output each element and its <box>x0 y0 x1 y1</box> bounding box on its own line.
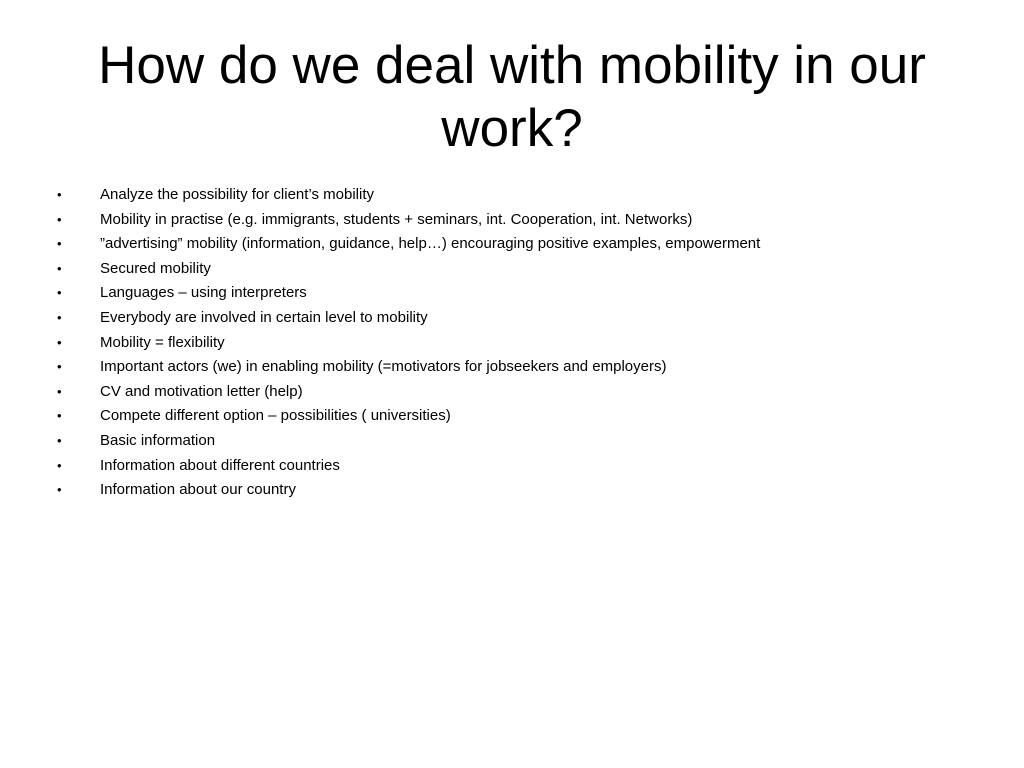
bullet-item <box>57 281 997 306</box>
bullet-icon: • <box>57 309 62 325</box>
bullet-item <box>57 232 997 257</box>
bullet-text: Compete different option – possibilities ( universities) <box>100 407 451 425</box>
bullet-text: Languages – using interpreters <box>100 284 307 302</box>
bullet-text: Everybody are involved in certain level to mobility <box>100 308 428 326</box>
bullet-item <box>57 454 997 479</box>
bullet-text: ”advertising” mobility (information, guidance, help…) encouraging positive examples, empowerment <box>100 235 761 253</box>
bullet-item <box>57 355 997 380</box>
bullet-icon: • <box>57 482 62 498</box>
bullet-text: Basic information <box>100 431 216 449</box>
bullet-icon: • <box>57 408 62 424</box>
bullet-icon: • <box>57 260 62 276</box>
bullet-item <box>57 404 997 429</box>
bullet-text: Analyze the possibility for client’s mobility <box>100 186 375 203</box>
bullet-icon: • <box>57 359 62 375</box>
bullet-item <box>57 478 997 503</box>
bullet-icon: • <box>57 285 62 301</box>
bullet-item <box>57 257 997 282</box>
bullet-text: Mobility in practise (e.g. immigrants, students + seminars, int. Cooperation, int. Networks) <box>100 210 693 228</box>
bullet-icon: • <box>57 211 62 227</box>
bullet-item <box>57 183 997 208</box>
bullet-list <box>57 183 997 503</box>
bullet-icon: • <box>57 334 62 350</box>
bullet-icon: • <box>57 236 62 252</box>
bullet-item <box>57 208 997 233</box>
bullet-icon: • <box>57 432 62 448</box>
bullet-text: CV and motivation letter (help) <box>100 382 303 400</box>
slide-title: How do we deal with mobility in our work? <box>98 36 926 158</box>
bullet-item <box>57 306 997 331</box>
bullet-text: Mobility = flexibility <box>100 333 225 351</box>
bullet-text: Information about our country <box>100 481 296 499</box>
bullet-icon: • <box>57 383 62 399</box>
bullet-icon: • <box>57 187 62 202</box>
bullet-text: Secured mobility <box>100 259 211 277</box>
bullet-item <box>57 429 997 454</box>
bullet-text: Important actors (we) in enabling mobility (=motivators for jobseekers and employers) <box>100 358 667 376</box>
bullet-icon: • <box>57 457 62 473</box>
bullet-text: Information about different countries <box>100 456 340 474</box>
bullet-item <box>57 331 997 356</box>
bullet-item <box>57 380 997 405</box>
